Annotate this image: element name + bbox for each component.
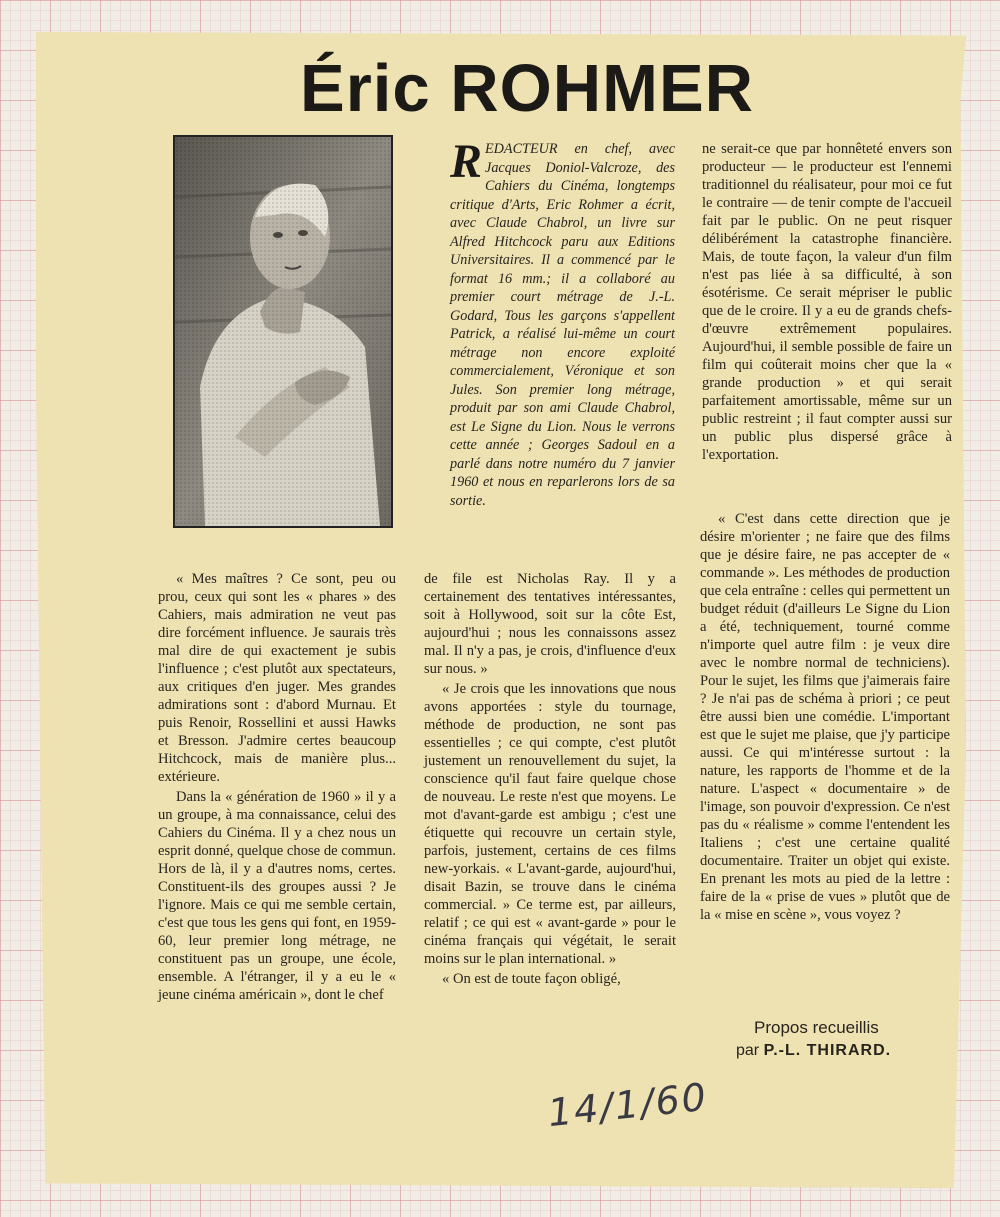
byline-line-2 (736, 1042, 936, 1060)
byline (736, 1018, 936, 1060)
headline: Éric ROHMER (300, 51, 755, 126)
intro-text: EDACTEUR en chef, avec Jacques Doniol-Valcroze, des Cahiers du Cinéma, longtemps critique d'Arts, Eric Rohmer a écrit, avec Claude Chabrol, un livre sur Alfred Hitchcock paru aux Editions Universitaires. Il a commencé par le format 16 mm.; il a collaboré au premier court métrage de J.-L. Godard, Tous les garçons s'appellent Patrick, a réalisé lui-même un court métrage non encore exploité commercialement, Véronique et son Jules. Son premier long métrage, produit par son ami Claude Chabrol, est Le Signe du Lion. Nous le verrons cette année ; Georges Sadoul en a parlé dans notre numéro du 7 janvier 1960 et nous en reparlerons lors de sa sortie. (450, 141, 675, 509)
paragraph: de file est Nicholas Ray. Il y a certainement des tentatives intéressantes, soit à Hollywood, soit sur la côte Est, aujourd'hui ; nous les connaissons assez mal. Il n'y a pas, je crois, d'influence d'eux sur nous. » (424, 571, 676, 677)
portrait-image (175, 137, 391, 526)
handwritten-date: 14/1/60 (545, 1074, 710, 1136)
column-3-top (702, 140, 952, 466)
byline-par: par (736, 1042, 760, 1059)
byline-author: P.-L. THIRARD. (763, 1042, 892, 1059)
paragraph: « Je crois que les innovations que nous avons apportées : style du tournage, méthode de production, ne sont pas essentielles ; ce qui compte, c'est plutôt justement un renouvellement du sujet, la conscience qu'il faut faire quelque chose de nouveau. Le reste n'est que moyens. Le mot d'avant-garde est ambigu ; c'est une étiquette qui recouvre un certain style, parfois, justement, certains de ces films new-yorkais. « L'avant-garde, aujourd'hui, disait Bazin, se trouve dans le cinéma commercial. » Ce terme est, par ailleurs, relatif ; ce qui est « avant-garde » pour le cinéma français qui végétait, le serait moins sur le plan international. » (424, 681, 676, 967)
drop-cap: R (450, 135, 483, 188)
paragraph: « C'est dans cette direction que je désire m'orienter ; ne faire que des films que je désire faire, ne pas accepter de « commande ». Les méthodes de production que cela entraîne : celles qui permettent un budget réduit (d'ailleurs Le Signe du Lion a été, techniquement, tourné comme n'importe quel autre film : je veux dire avec le nombre normal de techniciens). Pour le sujet, les films que j'aimerais faire ? Je n'ai pas de schéma à priori ; ce peut être aussi bien une comédie. L'important est que le sujet me plaise, que j'y participe aussi. Ce qui m'intéresse surtout : la nature, les rapports de l'homme et de la nature. L'aspect « documentaire » de l'image, son pouvoir d'expression. Ce n'est pas du « réalisme » comme l'entendent les Italiens ; c'est une certaine qualité documentaire. Traiter un objet qui existe. En prenant les mots au pied de la lettre : faire de la « prise de vues » plutôt que de la « mise en scène », vous voyez ? (700, 511, 951, 923)
intro-column (450, 135, 675, 512)
paragraph: Dans la « génération de 1960 » il y a un groupe, à ma connaissance, celui des Cahiers du Cinéma. Il y a chez nous un esprit donné, quelque chose de commun. Hors de là, il y a d'autres noms, certes. Constituent-ils des groupes aussi ? Je l'ignore. Mais ce qui me semble certain, c'est que tous les gens qui font, en 1959-60, leur premier long métrage, ne constituent pas un groupe, une école, ensemble. A l'étranger, il y a eu le « jeune cinéma américain », dont le chef (158, 789, 396, 1003)
portrait-photo (173, 135, 393, 528)
column-1 (158, 570, 396, 1006)
paragraph: « On est de toute façon obligé, (442, 971, 621, 987)
byline-line-1: Propos recueillis (754, 1018, 879, 1037)
paragraph: « Mes maîtres ? Ce sont, peu ou prou, ceux qui sont les « phares » des Cahiers, mais admiration ne veut pas dire forcément influence. Je saurais très mal dire de qui exactement je subis l'influence ; c'est plutôt aux spectateurs, aux critiques d'en juger. Mes grandes admirations sont : d'abord Murnau. Et puis Renoir, Rossellini et aussi Hawks et Bresson. J'admire certes beaucoup Hitchcock, mais de manière plus... extérieure. (158, 571, 396, 785)
paragraph: ne serait-ce que par honnêteté envers son producteur — le producteur est l'ennemi traditionnel du réalisateur, pour moi ce fut le contraire — de tenir compte de l'accueil fait par le public. On ne peut risquer délibérément la catastrophe financière. Mais, de toute façon, la valeur d'un film n'est pas liée à sa difficulté, à son ésotérisme. Ce serait mépriser le public que de le croire. Il y a eu de grands chefs-d'œuvre extrêmement populaires. Aujourd'hui, il semble possible de faire un film qui coûterait moins cher que la « grande production » et qui serait parfaitement amortissable, même sur un public restreint ; il faut compter aussi sur un public plus dispersé grâce à l'exportation. (702, 141, 952, 463)
column-3-bottom (700, 510, 950, 926)
column-2 (424, 570, 676, 990)
